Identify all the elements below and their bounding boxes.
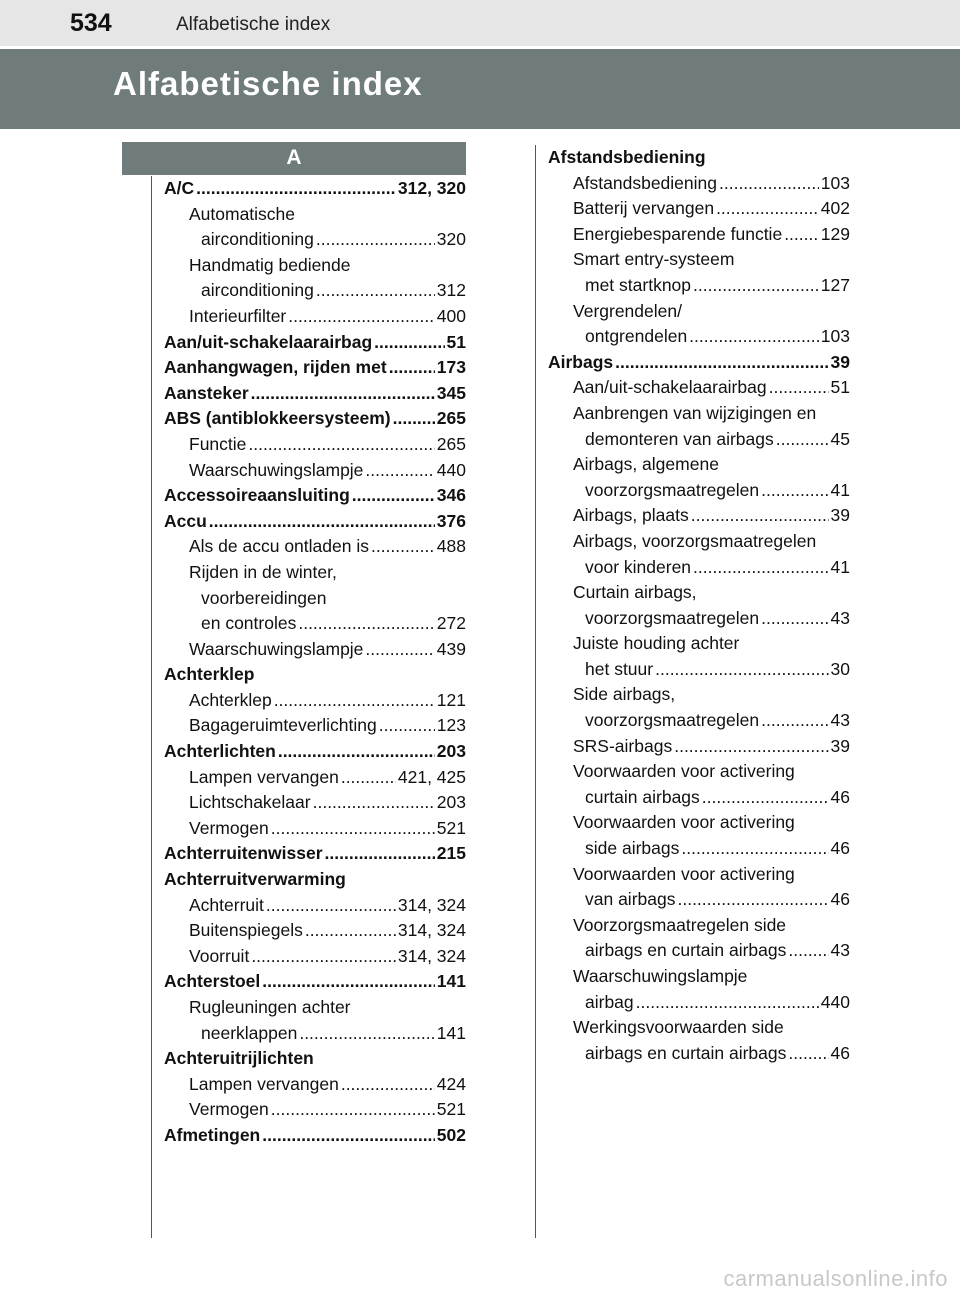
index-term: Side airbags, <box>573 684 676 705</box>
index-entry <box>548 836 850 862</box>
index-entry <box>164 739 466 765</box>
page-reference: 46 <box>830 838 850 859</box>
index-term: SRS-airbags <box>573 735 673 756</box>
index-entry <box>548 350 850 376</box>
index-entry <box>548 247 850 273</box>
page-reference: 51 <box>830 377 850 398</box>
index-entry <box>164 483 466 509</box>
running-head: Alfabetische index <box>176 14 331 35</box>
index-entry <box>164 969 466 995</box>
index-term: airconditioning <box>201 280 314 301</box>
index-term: airbags en curtain airbags <box>585 1042 787 1063</box>
index-term: Achterlichten <box>164 741 276 762</box>
index-entry <box>548 324 850 350</box>
index-term: Achterruit <box>189 894 264 915</box>
page-reference: 129 <box>820 223 850 244</box>
index-entry <box>164 944 466 970</box>
index-entry <box>548 810 850 836</box>
index-entry <box>164 432 466 458</box>
dot-leader <box>379 713 435 739</box>
dot-leader <box>702 785 829 811</box>
index-entry <box>548 375 850 401</box>
index-term: Waarschuwingslampje <box>189 638 364 659</box>
page-reference: 521 <box>436 817 466 838</box>
index-column-left <box>164 176 466 1149</box>
page-reference: 312, 320 <box>397 178 466 198</box>
index-entry <box>548 555 850 581</box>
page-reference: 203 <box>436 792 466 813</box>
dot-leader <box>251 944 396 970</box>
dot-leader <box>374 330 444 356</box>
index-entry <box>164 278 466 304</box>
page-reference: 141 <box>436 1022 466 1043</box>
index-term: Werkingsvoorwaarden side <box>573 1017 784 1038</box>
index-entry <box>548 222 850 248</box>
dot-leader <box>788 938 828 964</box>
index-term: met startknop <box>585 274 692 295</box>
dot-leader <box>271 1097 435 1123</box>
page-reference: 215 <box>436 843 466 864</box>
index-term: Achterklep <box>189 689 272 710</box>
index-entry <box>548 452 850 478</box>
page-title: Alfabetische index <box>113 65 423 102</box>
index-term: Aanbrengen van wijzigingen en <box>573 402 817 423</box>
index-term: Accessoireaansluiting <box>164 485 350 506</box>
index-term: Airbags, plaats <box>573 505 689 526</box>
index-entry <box>164 893 466 919</box>
dot-leader <box>776 427 829 453</box>
index-entry <box>548 299 850 325</box>
section-letter: A <box>122 142 466 175</box>
index-entry <box>164 713 466 739</box>
dot-leader <box>655 657 828 683</box>
index-term: Voorwaarden voor activering <box>573 812 795 833</box>
index-term: Airbags, algemene <box>573 454 719 475</box>
page-reference: 314, 324 <box>397 920 466 941</box>
index-entry <box>164 560 466 586</box>
page-reference: 173 <box>436 357 466 378</box>
index-term: curtain airbags <box>585 786 700 807</box>
index-term: Voorwaarden voor activering <box>573 761 795 782</box>
dot-leader <box>761 708 828 734</box>
page-reference: 521 <box>436 1099 466 1120</box>
index-entry <box>164 1072 466 1098</box>
index-term: Buitenspiegels <box>189 920 303 941</box>
index-entry <box>164 1123 466 1149</box>
index-term: Aanhangwagen, rijden met <box>164 357 387 378</box>
index-entry <box>164 406 466 432</box>
index-term: Waarschuwingslampje <box>573 966 748 986</box>
page-reference: 123 <box>436 715 466 736</box>
index-entry <box>164 816 466 842</box>
dot-leader <box>325 841 435 867</box>
dot-leader <box>271 816 435 842</box>
index-entry <box>548 785 850 811</box>
index-entry <box>164 765 466 791</box>
index-entry <box>548 734 850 760</box>
index-entry <box>164 662 466 688</box>
index-entry <box>164 995 466 1021</box>
dot-leader <box>719 171 819 197</box>
dot-leader <box>365 458 434 484</box>
index-entry <box>164 202 466 228</box>
page-reference: 203 <box>436 741 466 762</box>
dot-leader <box>248 432 434 458</box>
index-term: Lichtschakelaar <box>189 792 311 813</box>
index-term: voorzorgsmaatregelen <box>585 710 760 731</box>
index-entry <box>164 253 466 279</box>
index-entry <box>548 964 850 990</box>
index-entry <box>164 534 466 560</box>
index-term: airconditioning <box>201 229 314 250</box>
dot-leader <box>341 1072 435 1098</box>
index-term: Achterstoel <box>164 971 261 992</box>
index-entry <box>164 841 466 867</box>
index-entry <box>164 918 466 944</box>
index-entry <box>548 682 850 708</box>
dot-leader <box>209 509 435 535</box>
page-reference: 488 <box>436 536 466 557</box>
page-reference: 424 <box>436 1073 466 1094</box>
dot-leader <box>371 534 435 560</box>
page-reference: 141 <box>436 971 466 992</box>
dot-leader <box>288 304 435 330</box>
index-entry <box>164 1046 466 1072</box>
dot-leader <box>316 227 435 253</box>
dot-leader <box>262 1123 435 1149</box>
index-entry <box>164 458 466 484</box>
index-entry <box>548 657 850 683</box>
index-entry <box>164 381 466 407</box>
index-term: Afstandsbediening <box>548 147 706 167</box>
index-term: neerklappen <box>201 1022 298 1043</box>
dot-leader <box>251 381 435 407</box>
dot-leader <box>615 350 828 376</box>
index-term: ABS (antiblokkeersysteem) <box>164 408 391 429</box>
dot-leader <box>693 273 819 299</box>
dot-leader <box>389 355 435 381</box>
column-divider-left <box>151 176 152 1238</box>
page-reference: 41 <box>830 556 850 577</box>
index-term: Als de accu ontladen is <box>189 536 369 557</box>
index-term: voorbereidingen <box>201 587 327 608</box>
dot-leader <box>769 375 829 401</box>
index-entry <box>164 509 466 535</box>
index-term: Airbags, voorzorgsmaatregelen <box>573 530 817 551</box>
index-entry <box>164 330 466 356</box>
index-entry <box>548 708 850 734</box>
index-term: Lampen vervangen <box>189 1073 339 1094</box>
page-reference: 265 <box>436 408 466 429</box>
index-term: Achteruitrijlichten <box>164 1048 314 1069</box>
index-term: Achterklep <box>164 664 255 685</box>
page-reference: 440 <box>436 459 466 480</box>
dot-leader <box>298 611 434 637</box>
dot-leader <box>365 637 434 663</box>
page-reference: 103 <box>820 172 850 193</box>
index-entry <box>548 145 850 171</box>
page-number: 534 <box>70 9 112 37</box>
dot-leader <box>636 990 819 1016</box>
dot-leader <box>341 765 396 791</box>
index-entry <box>164 355 466 381</box>
dot-leader <box>691 503 829 529</box>
column-divider-middle <box>535 145 536 1238</box>
index-term: A/C <box>164 178 195 198</box>
dot-leader <box>278 739 435 765</box>
index-entry <box>164 867 466 893</box>
page-reference: 39 <box>830 351 850 372</box>
page-reference: 43 <box>830 710 850 731</box>
index-entry <box>548 913 850 939</box>
page-reference: 39 <box>830 735 850 756</box>
index-term: Rijden in de winter, <box>189 561 337 582</box>
index-entry <box>548 887 850 913</box>
index-term: Accu <box>164 510 207 531</box>
index-entry <box>548 171 850 197</box>
index-entry <box>164 304 466 330</box>
index-entry <box>164 227 466 253</box>
index-entry <box>164 637 466 663</box>
dot-leader <box>266 893 396 919</box>
dot-leader <box>305 918 396 944</box>
page-reference: 400 <box>436 305 466 326</box>
dot-leader <box>274 688 435 714</box>
watermark: carmanualsonline.info <box>723 1266 948 1291</box>
dot-leader <box>716 196 819 222</box>
index-term: Interieurfilter <box>189 305 287 326</box>
index-term: airbags en curtain airbags <box>585 940 787 961</box>
dot-leader <box>674 734 828 760</box>
dot-leader <box>761 606 828 632</box>
index-term: Achterruitverwarming <box>164 869 346 890</box>
dot-leader <box>681 836 828 862</box>
index-term: Aan/uit-schakelaarairbag <box>164 331 373 352</box>
index-entry <box>164 611 466 637</box>
index-entry <box>548 606 850 632</box>
page-reference: 265 <box>436 433 466 454</box>
page-reference: 272 <box>436 613 466 634</box>
index-term: Afstandsbediening <box>573 172 717 193</box>
index-entry <box>548 580 850 606</box>
index-entry <box>548 273 850 299</box>
index-term: Afmetingen <box>164 1124 261 1145</box>
index-term: Voorruit <box>189 945 250 966</box>
index-term: Smart entry-systeem <box>573 249 735 270</box>
dot-leader <box>677 887 828 913</box>
index-term: side airbags <box>585 838 680 859</box>
dot-leader <box>196 176 396 202</box>
dot-leader <box>393 406 435 432</box>
index-entry <box>548 529 850 555</box>
dot-leader <box>689 324 819 350</box>
index-entry <box>548 503 850 529</box>
page-reference: 43 <box>830 607 850 628</box>
index-term: en controles <box>201 613 297 634</box>
dot-leader <box>262 969 435 995</box>
page-reference: 314, 324 <box>397 945 466 966</box>
index-term: van airbags <box>585 889 676 910</box>
index-term: Achterruitenwisser <box>164 843 323 864</box>
index-term: ontgrendelen <box>585 326 688 347</box>
index-entry <box>548 1041 850 1067</box>
index-term: het stuur <box>585 658 654 679</box>
index-term: Vergrendelen/ <box>573 300 682 321</box>
page-reference: 345 <box>436 382 466 403</box>
page-reference: 121 <box>436 689 466 710</box>
page-reference: 320 <box>436 229 466 250</box>
index-entry <box>548 427 850 453</box>
dot-leader <box>761 478 828 504</box>
index-term: Lampen vervangen <box>189 766 339 787</box>
index-term: voorzorgsmaatregelen <box>585 607 760 628</box>
dot-leader <box>313 790 435 816</box>
page-reference: 51 <box>446 331 466 352</box>
index-column-right <box>548 145 850 1066</box>
index-entry <box>548 631 850 657</box>
index-term: Vermogen <box>189 817 269 838</box>
index-term: Curtain airbags, <box>573 582 697 603</box>
index-entry <box>164 1021 466 1047</box>
index-term: Functie <box>189 433 247 454</box>
index-entry <box>164 688 466 714</box>
page-reference: 421, 425 <box>397 766 466 787</box>
page-reference: 45 <box>830 428 850 449</box>
page-reference: 127 <box>820 274 850 295</box>
index-term: Aan/uit-schakelaarairbag <box>573 377 767 398</box>
page-reference: 314, 324 <box>397 894 466 915</box>
dot-leader <box>352 483 435 509</box>
index-entry <box>548 478 850 504</box>
index-term: voorzorgsmaatregelen <box>585 479 760 500</box>
dot-leader <box>693 555 828 581</box>
index-term: Batterij vervangen <box>573 198 715 219</box>
index-entry <box>164 1097 466 1123</box>
page-reference: 376 <box>436 510 466 531</box>
index-entry <box>548 862 850 888</box>
index-entry <box>164 790 466 816</box>
page-reference: 46 <box>830 889 850 910</box>
index-entry <box>548 990 850 1016</box>
index-term: Waarschuwingslampje <box>189 459 364 480</box>
running-header <box>0 0 960 46</box>
page-reference: 41 <box>830 479 850 500</box>
page-reference: 39 <box>830 505 850 526</box>
index-entry <box>164 176 466 202</box>
index-term: Bagageruimteverlichting <box>189 715 377 736</box>
index-term: airbag <box>585 991 634 1012</box>
index-term: Voorzorgsmaatregelen side <box>573 914 787 935</box>
page-reference: 103 <box>820 326 850 347</box>
index-term: Handmatig bediende <box>189 254 351 275</box>
index-term: Automatische <box>189 203 296 224</box>
title-banner <box>0 49 960 129</box>
page-reference: 46 <box>830 786 850 807</box>
page-reference: 402 <box>820 198 850 219</box>
page-reference: 30 <box>830 658 850 679</box>
index-entry <box>548 938 850 964</box>
index-entry <box>548 196 850 222</box>
index-term: Aansteker <box>164 382 249 403</box>
index-term: demonteren van airbags <box>585 428 774 449</box>
dot-leader <box>299 1021 434 1047</box>
dot-leader <box>316 278 435 304</box>
index-entry <box>548 401 850 427</box>
page-reference: 439 <box>436 638 466 659</box>
page-reference: 46 <box>830 1042 850 1063</box>
index-term: Airbags <box>548 351 614 372</box>
dot-leader <box>784 222 819 248</box>
index-term: Voorwaarden voor activering <box>573 863 795 884</box>
page-reference: 43 <box>830 940 850 961</box>
index-term: Juiste houding achter <box>573 633 740 654</box>
index-entry <box>548 759 850 785</box>
index-term: Vermogen <box>189 1099 269 1120</box>
page-reference: 312 <box>436 280 466 301</box>
page-reference: 502 <box>436 1124 466 1145</box>
dot-leader <box>788 1041 828 1067</box>
index-term: Energiebesparende functie <box>573 223 783 244</box>
index-entry <box>548 1015 850 1041</box>
page-reference: 440 <box>820 991 850 1012</box>
index-term: Rugleuningen achter <box>189 997 351 1017</box>
page-reference: 346 <box>436 485 466 506</box>
index-term: voor kinderen <box>585 556 692 577</box>
index-entry <box>164 586 466 612</box>
